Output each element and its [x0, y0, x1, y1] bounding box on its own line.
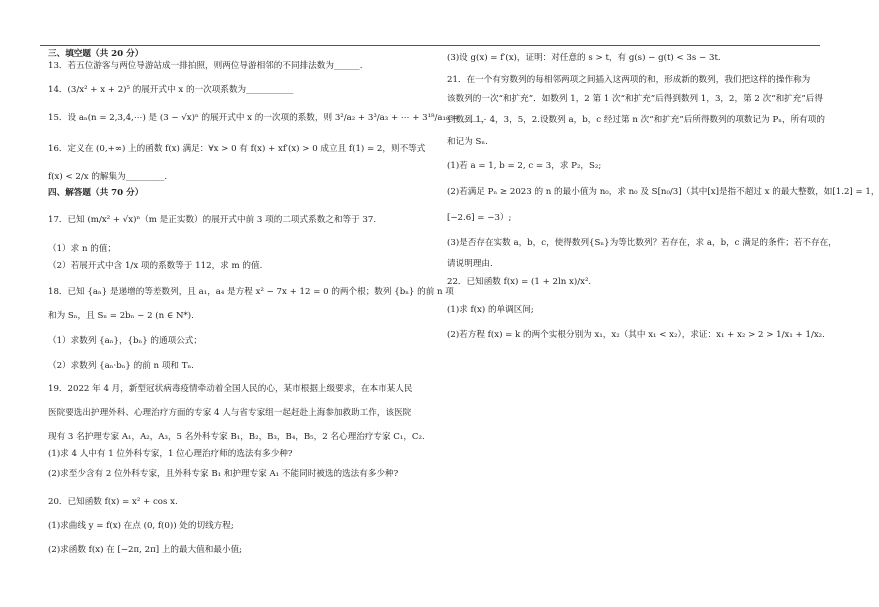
question-15: 15．设 aₙ(n = 2,3,4,⋯) 是 (3 − √x)ⁿ 的展开式中 x 的一次项的系数，则 3²/a₂ + 3³/a₃ + ⋯ + 3¹⁸/a₁₈ = _____. [48, 113, 487, 123]
question-20-part-3: (3)设 g(x) = f′(x)，证明：对任意的 s > t，有 g(s) − g(t) < 3s − 3t. [447, 53, 721, 63]
top-rule [40, 45, 820, 46]
question-19-part-1: (1)求 4 人中有 1 位外科专家，1 位心理治疗师的选法有多少种? [48, 449, 293, 459]
question-20-part-1: (1)求曲线 y = f(x) 在点 (0, f(0)) 处的切线方程; [48, 521, 234, 531]
question-21-part-2-line-1: (2)若满足 Pₙ ≥ 2023 的 n 的最小值为 n₀，求 n₀ 及 S[n₀/3]（其中[x]是指不超过 x 的最大整数，如[1.2] = 1， [447, 187, 879, 197]
question-17-part-1: （1）求 n 的值； [48, 244, 117, 254]
question-19-line-2: 医院要选出护理外科、心理治疗方面的专家 4 人与省专家组一起赶赴上海参加救助工作，该医院 [48, 408, 412, 418]
question-21-part-3-line-1: (3)是否存在实数 a，b，c，使得数列{Sₙ}为等比数列？若存在，求 a，b，c 满足的条件；若不存在， [447, 238, 837, 248]
question-20: 20．已知函数 f(x) = x² + cos x. [48, 497, 178, 507]
question-20-part-2: (2)求函数 f(x) 在 [−2π, 2π] 上的最大值和最小值; [48, 545, 243, 555]
question-21-part-2-line-2: [−2.6] = −3）; [447, 213, 512, 223]
question-16-line-1: 16．定义在 (0,+∞) 上的函数 f(x) 满足：∀x > 0 有 f(x) + xf′(x) > 0 成立且 f(1) = 2，则不等式 [48, 144, 426, 154]
question-16-line-2: f(x) < 2/x 的解集为_________. [48, 172, 168, 182]
section-answer-heading: 四、解答题（共 70 分） [48, 188, 144, 198]
question-13: 13．若五位游客与两位导游站成一排拍照，则两位导游相邻的不同排法数为______. [48, 61, 363, 71]
question-18-part-2: （2）求数列 {aₙ·bₙ} 的前 n 项和 Tₙ. [48, 361, 194, 371]
question-21-line-1: 21．在一个有穷数列的每相邻两项之间插入这两项的和，形成新的数列，我们把这样的操作称为 [447, 75, 811, 85]
question-14: 14．(3/x² + x + 2)⁵ 的展开式中 x 的一次项系数为___________ [48, 85, 294, 95]
question-17-part-2: （2）若展开式中含 1/x 项的系数等于 112，求 m 的值. [48, 261, 263, 271]
question-18-part-1: （1）求数列 {aₙ}，{bₙ} 的通项公式； [48, 336, 202, 346]
question-19-line-3: 现有 3 名护理专家 A₁，A₂，A₃，5 名外科专家 B₁，B₂，B₃，B₄，B₅，2 名心理治疗专家 C₁，C₂. [48, 432, 425, 442]
question-19-line-1: 19．2022 年 4 月，新型冠状病毒疫情牵动着全国人民的心，某市根据上级要求，在本市某人民 [48, 384, 413, 394]
question-18-line-1: 18．已知 {aₙ} 是递增的等差数列，且 a₁，a₄ 是方程 x² − 7x + 12 = 0 的两个根；数列 {bₙ} 的前 n 项 [48, 287, 454, 297]
question-18-line-2: 和为 Sₙ，且 Sₙ = 2bₙ − 2 (n ∈ N*). [48, 311, 194, 321]
section-fill-in-heading: 三、填空题（共 20 分） [48, 49, 144, 59]
question-21-line-2: 该数列的一次“和扩充”．如数列 1，2 第 1 次“和扩充”后得到数列 1，3，2，第 2 次“和扩充”后得 [447, 94, 823, 104]
question-19-part-2: (2)求至少含有 2 位外科专家，且外科专家 B₁ 和护理专家 A₁ 不能同时被选的选法有多少种? [48, 469, 399, 479]
question-17: 17．已知 (m/x² + √x)ⁿ（m 是正实数）的展开式中前 3 项的二项式系数之和等于 37. [48, 215, 377, 225]
question-21-line-3: 到数列 1，4，3，5，2.设数列 a，b，c 经过第 n 次“和扩充”后所得数列的项数记为 Pₙ，所有项的 [447, 115, 825, 125]
question-22: 22．已知函数 f(x) = (1 + 2ln x)/x². [447, 277, 592, 287]
question-21-line-4: 和记为 Sₙ. [447, 137, 488, 147]
question-21-part-3-line-2: 请说明理由. [447, 259, 493, 269]
question-21-part-1: (1)若 a = 1, b = 2, c = 3，求 P₂，S₂; [447, 161, 602, 171]
question-22-part-2: (2)若方程 f(x) = k 的两个实根分别为 x₁，x₂（其中 x₁ < x₂），求证：x₁ + x₂ > 2 > 1/x₁ + 1/x₂. [447, 330, 825, 340]
question-22-part-1: (1)求 f(x) 的单调区间; [447, 305, 534, 315]
